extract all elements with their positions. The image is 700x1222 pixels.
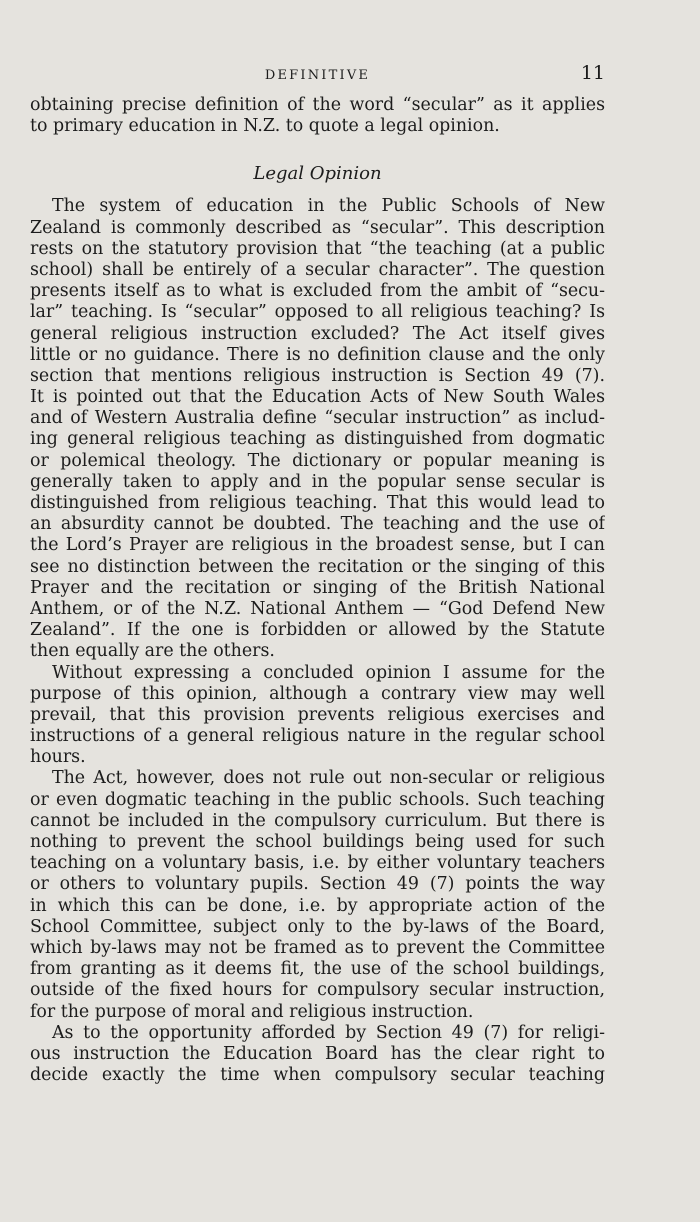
text-line: cannot be included in the compulsory curriculum. But there is	[30, 810, 605, 831]
text-line: section that mentions religious instruction is Section 49 (7).	[30, 365, 605, 386]
text-line: school) shall be entirely of a secular character”. The question	[30, 259, 605, 280]
text-line: and of Western Australia define “secular instruction” as includ-	[30, 408, 605, 429]
text-line: obtaining precise definition of the word “secular” as it applies	[30, 95, 605, 115]
running-head	[30, 62, 605, 86]
paragraph-4	[30, 1023, 605, 1087]
text-line: Anthem, or of the N.Z. National Anthem — “God Defend New	[30, 598, 605, 619]
text-line: ous instruction the Education Board has the clear right to	[30, 1043, 605, 1064]
text-line: see no distinction between the recitation or the singing of this	[30, 556, 605, 577]
text-line: As to the opportunity afforded by Section 49 (7) for religi-	[52, 1022, 605, 1043]
text-line: Prayer and the recitation or singing of the British National	[30, 577, 605, 598]
text-line: lar” teaching. Is “secular” opposed to all religious teaching? Is	[30, 302, 605, 323]
text-line: It is pointed out that the Education Acts of New South Wales	[30, 387, 605, 408]
text-line: then equally are the others.	[30, 641, 275, 662]
text-line: instructions of a general religious nature in the regular school	[30, 726, 605, 747]
text-line: generally taken to apply and in the popular sense secular is	[30, 471, 605, 492]
page-number: 11	[580, 62, 605, 84]
text-line: Zealand is commonly described as “secular”. This description	[30, 217, 605, 238]
text-line: nothing to prevent the school buildings being used for such	[30, 832, 605, 852]
text-line: The Act, however, does not rule out non-secular or religious	[52, 768, 605, 789]
text-line: an absurdity cannot be doubted. The teaching and the use of	[30, 514, 605, 535]
text-line: distinguished from religious teaching. That this would lead to	[30, 493, 605, 513]
text-line: hours.	[30, 747, 86, 768]
text-line: rests on the statutory provision that “the teaching (at a public	[30, 238, 605, 259]
text-line: which by-laws may not be framed as to prevent the Committee	[30, 937, 605, 958]
text-line: purpose of this opinion, although a contrary view may well	[30, 683, 605, 704]
text-line: teaching on a voluntary basis, i.e. by either voluntary teachers	[30, 853, 605, 874]
text-line: from granting as it deems fit, the use of the school buildings,	[30, 959, 605, 980]
text-line: School Committee, subject only to the by-laws of the Board,	[30, 916, 605, 937]
paragraph-1	[30, 196, 605, 662]
text-line: decide exactly the time when compulsory secular teaching	[30, 1065, 605, 1086]
text-line: The system of education in the Public Schools of New	[52, 196, 605, 217]
text-line: or even dogmatic teaching in the public schools. Such teaching	[30, 789, 605, 810]
opening-paragraph	[30, 95, 605, 137]
paragraph-2	[30, 663, 605, 769]
text-line: or polemical theology. The dictionary or popular meaning is	[30, 450, 605, 471]
text-line: outside of the fixed hours for compulsory secular instruction,	[30, 980, 605, 1001]
text-line: to primary education in N.Z. to quote a legal opinion.	[30, 116, 500, 137]
text-line: for the purpose of moral and religious instruction.	[30, 1001, 474, 1022]
text-line: general religious instruction excluded? The Act itself gives	[30, 323, 605, 344]
text-line: or others to voluntary pupils. Section 49 (7) points the way	[30, 874, 605, 895]
text-line: presents itself as to what is excluded from the ambit of “secu-	[30, 281, 605, 302]
text-line: in which this can be done, i.e. by appropriate action of the	[30, 895, 605, 916]
section-heading: Legal Opinion	[253, 163, 382, 185]
body-text	[30, 95, 605, 1086]
text-line: prevail, that this provision prevents religious exercises and	[30, 704, 605, 725]
text-line: ing general religious teaching as distinguished from dogmatic	[30, 429, 605, 450]
running-head-title: DEFINITIVE	[264, 68, 371, 83]
text-line: Zealand”. If the one is forbidden or allowed by the Statute	[30, 620, 605, 641]
paragraph-3	[30, 768, 605, 1022]
text-line: Without expressing a concluded opinion I assume for the	[52, 662, 605, 683]
text-line: little or no guidance. There is no definition clause and the only	[30, 344, 605, 365]
text-line: the Lord’s Prayer are religious in the broadest sense, but I can	[30, 535, 605, 556]
